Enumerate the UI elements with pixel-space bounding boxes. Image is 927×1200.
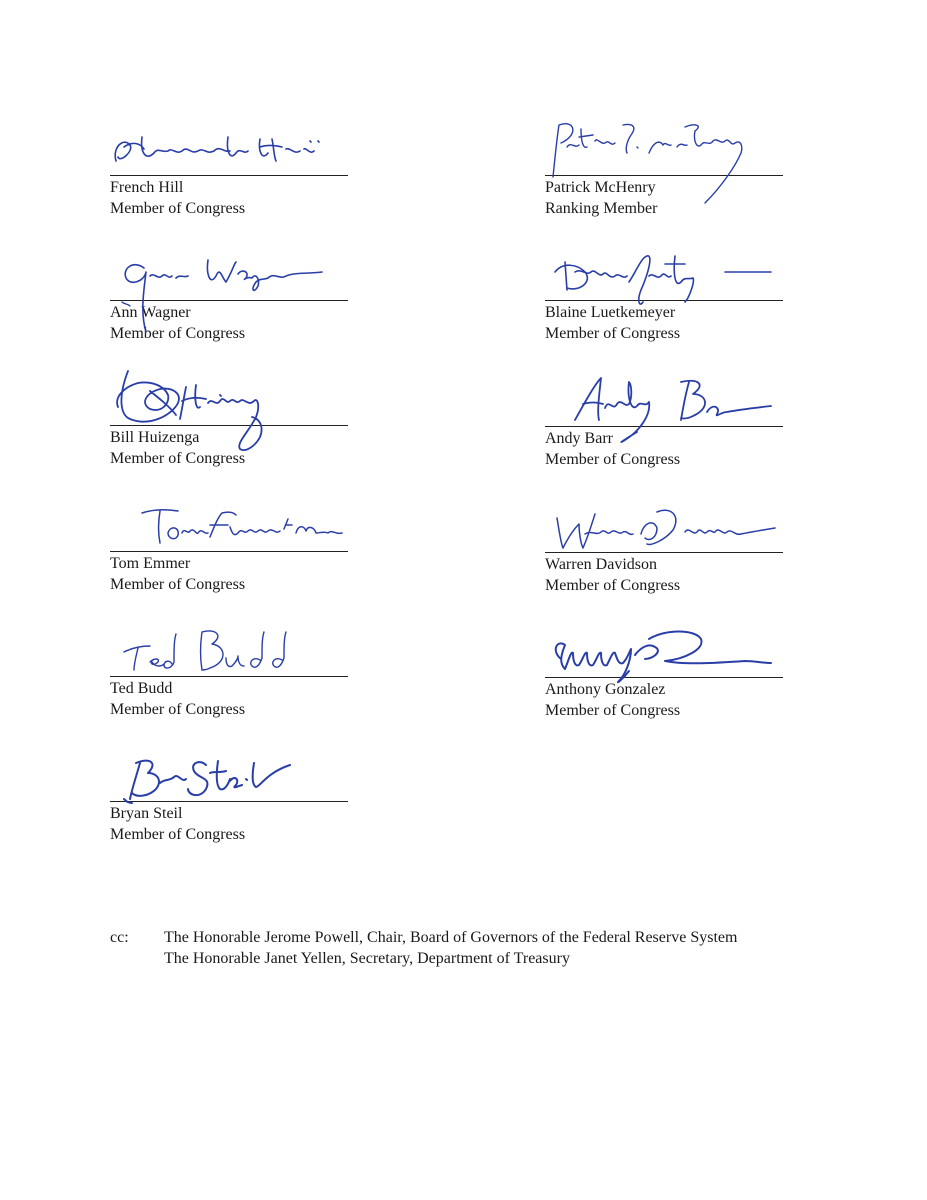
signatory-title: Member of Congress bbox=[545, 577, 681, 594]
signature-block-anthony-gonzalez bbox=[545, 619, 783, 721]
signatory-title: Member of Congress bbox=[110, 576, 246, 593]
signature-block-andy-barr bbox=[545, 368, 783, 470]
signature-line bbox=[110, 801, 348, 802]
signature-warren-davidson bbox=[545, 494, 783, 552]
signatory-name: Bryan Steil bbox=[110, 805, 183, 822]
signature-block-ted-budd bbox=[110, 618, 348, 720]
signature-line bbox=[110, 300, 348, 301]
signature-tom-emmer bbox=[110, 493, 348, 551]
signature-line bbox=[110, 175, 348, 176]
signature-block-bryan-steil bbox=[110, 743, 348, 845]
signatory-name: Bill Huizenga bbox=[110, 429, 200, 446]
signature-bryan-steil bbox=[110, 743, 348, 801]
signature-line bbox=[110, 676, 348, 677]
signature-anthony-gonzalez bbox=[545, 619, 783, 677]
cc-label: cc: bbox=[110, 929, 129, 946]
cc-recipients bbox=[164, 927, 737, 969]
signature-block-warren-davidson bbox=[545, 494, 783, 596]
signatory-title: Member of Congress bbox=[545, 451, 681, 468]
signatory-title: Member of Congress bbox=[110, 200, 246, 217]
signatory-name: French Hill bbox=[110, 179, 184, 196]
signature-block-patrick-mchenry bbox=[545, 117, 783, 219]
signature-block-ann-wagner bbox=[110, 242, 348, 344]
signature-line bbox=[545, 300, 783, 301]
signatory-name: Ted Budd bbox=[110, 680, 173, 697]
signature-block-french-hill bbox=[110, 117, 348, 219]
signatory-name: Andy Barr bbox=[545, 430, 613, 447]
signature-block-blaine-luetkemeyer bbox=[545, 242, 783, 344]
signature-bill-huizenga bbox=[110, 367, 348, 425]
signature-patrick-mchenry bbox=[545, 117, 783, 175]
signatory-title: Member of Congress bbox=[545, 325, 681, 342]
signature-ted-budd bbox=[110, 618, 348, 676]
signatory-name: Ann Wagner bbox=[110, 304, 191, 321]
signatory-name: Tom Emmer bbox=[110, 555, 191, 572]
cc-recipient: The Honorable Janet Yellen, Secretary, Department of Treasury bbox=[164, 950, 570, 967]
signature-line bbox=[545, 677, 783, 678]
signature-block-bill-huizenga bbox=[110, 367, 348, 469]
signatory-title: Member of Congress bbox=[110, 450, 246, 467]
signatory-name: Anthony Gonzalez bbox=[545, 681, 666, 698]
signature-french-hill bbox=[110, 117, 348, 175]
signature-block-tom-emmer bbox=[110, 493, 348, 595]
signatory-title: Member of Congress bbox=[110, 701, 246, 718]
signature-line bbox=[110, 425, 348, 426]
signatory-title: Member of Congress bbox=[545, 702, 681, 719]
signature-line bbox=[545, 426, 783, 427]
signature-line bbox=[110, 551, 348, 552]
signature-line bbox=[545, 552, 783, 553]
signatory-name: Warren Davidson bbox=[545, 556, 658, 573]
signature-ann-wagner bbox=[110, 242, 348, 300]
signature-line bbox=[545, 175, 783, 176]
cc-recipient: The Honorable Jerome Powell, Chair, Board of Governors of the Federal Reserve System bbox=[164, 929, 738, 946]
signatory-title: Member of Congress bbox=[110, 325, 246, 342]
signatory-title: Member of Congress bbox=[110, 826, 246, 843]
signatory-name: Blaine Luetkemeyer bbox=[545, 304, 676, 321]
signatory-title: Ranking Member bbox=[545, 200, 658, 217]
signatory-name: Patrick McHenry bbox=[545, 179, 656, 196]
signature-andy-barr bbox=[545, 368, 783, 426]
signature-blaine-luetkemeyer bbox=[545, 242, 783, 300]
